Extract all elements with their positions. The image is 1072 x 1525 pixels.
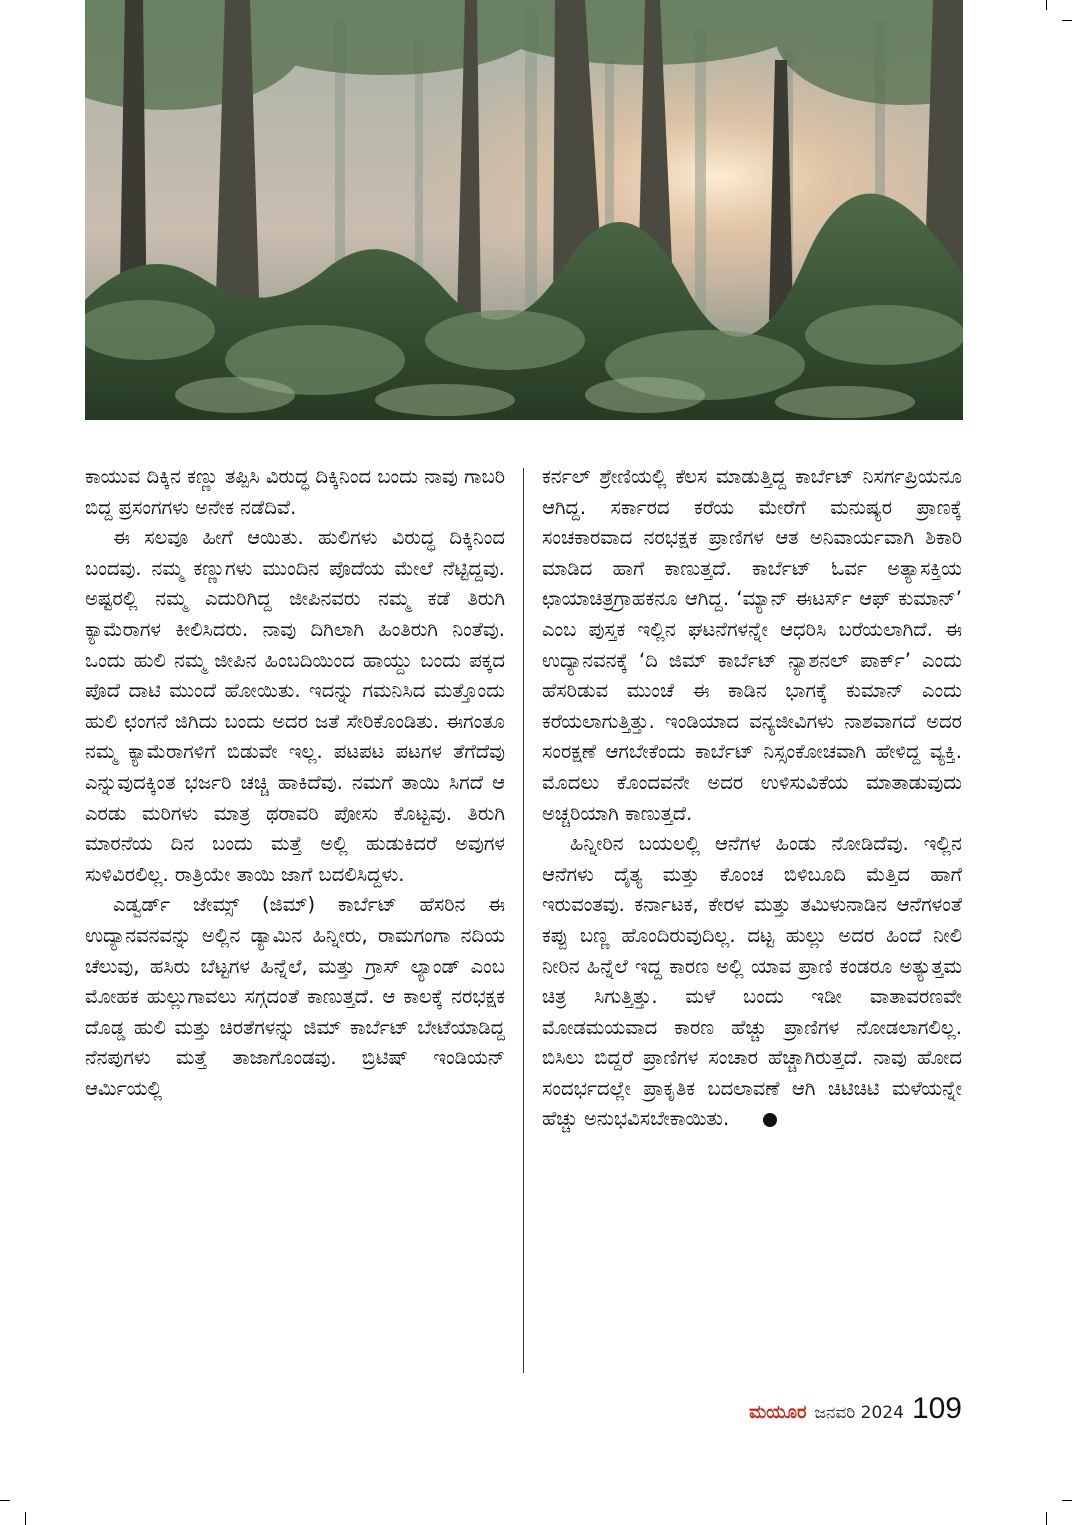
page-number: 109 xyxy=(911,1392,962,1425)
article-column-right xyxy=(542,462,962,1135)
crop-mark xyxy=(1062,20,1072,21)
paragraph-text: ಹಿನ್ನೀರಿನ ಬಯಲಲ್ಲಿ ಆನೆಗಳ ಹಿಂಡು ನೋಡಿದೆವು. ಇಲ್ಲಿನ ಆನೆಗಳು ದೈತ್ಯ ಮತ್ತು ಕೊಂಚ ಬಿಳಿಬೂದಿ ಮೆತ್ತಿದ ಹಾಗೆ ಇರುವಂತವು. ಕರ್ನಾಟಕ, ಕೇರಳ ಮತ್ತು ತಮಿಳುನಾಡಿನ ಆನೆಗಳಂತೆ ಕಪ್ಪು ಬಣ್ಣ ಹೊಂದಿರುವುದಿಲ್ಲ. ದಟ್ಟ ಹುಲ್ಲು ಅದರ ಹಿಂದೆ ನೀಲಿ ನೀರಿನ ಹಿನ್ನೆಲೆ ಇದ್ದ ಕಾರಣ ಅಲ್ಲಿ ಯಾವ ಪ್ರಾಣಿ ಕಂಡರೂ ಅತ್ಯುತ್ತಮ ಚಿತ್ರ ಸಿಗುತ್ತಿತ್ತು. ಮಳೆ ಬಂದು ಇಡೀ ವಾತಾವರಣವೇ ಮೋಡಮಯವಾದ ಕಾರಣ ಹೆಚ್ಚು ಪ್ರಾಣಿಗಳ ನೋಡಲಾಗಲಿಲ್ಲ. ಬಿಸಿಲು ಬಿದ್ದರೆ ಪ್ರಾಣಿಗಳ ಸಂಚಾರ ಹೆಚ್ಚಾಗಿರುತ್ತದೆ. ನಾವು ಹೋದ ಸಂದರ್ಭದಲ್ಲೇ ಪ್ರಾಕೃತಿಕ ಬದಲಾವಣೆ ಆಗಿ ಚಿಟಿಚಿಟಿ ಮಳೆಯನ್ನೇ ಹೆಚ್ಚು ಅನುಭವಿಸಬೇಕಾಯಿತು. xyxy=(542,832,962,1131)
crop-mark xyxy=(1062,1500,1072,1501)
end-of-article-bullet-icon xyxy=(763,1113,777,1127)
forest-photo xyxy=(85,0,963,420)
paragraph: ಕಾಯುವ ದಿಕ್ಕಿನ ಕಣ್ಣು ತಪ್ಪಿಸಿ ವಿರುದ್ಧ ದಿಕ್ಕಿನಿಂದ ಬಂದು ನಾವು ಗಾಬರಿ ಬಿದ್ದ ಪ್ರಸಂಗಗಳು ಅನೇಕ ನಡೆದಿವೆ. xyxy=(85,465,505,519)
crop-mark xyxy=(25,1512,26,1525)
magazine-logo: ಮಯೂರ xyxy=(749,1402,807,1423)
article-column-left xyxy=(85,462,505,1104)
paragraph: ಈ ಸಲವೂ ಹೀಗೆ ಆಯಿತು. ಹುಲಿಗಳು ವಿರುದ್ಧ ದಿಕ್ಕಿನಿಂದ ಬಂದವು. ನಮ್ಮ ಕಣ್ಣುಗಳು ಮುಂದಿನ ಪೊದೆಯ ಮೇಲೆ ನೆಟ್ಟಿದ್ದವು. ಅಷ್ಟರಲ್ಲಿ ನಮ್ಮ ಎದುರಿಗಿದ್ದ ಜೀಪಿನವರು ನಮ್ಮ ಕಡೆ ತಿರುಗಿ ಕ್ಯಾಮೆರಾಗಳ ಕೀಲಿಸಿದರು. ನಾವು ದಿಗಿಲಾಗಿ ಹಿಂತಿರುಗಿ ನಿಂತೆವು. ಒಂದು ಹುಲಿ ನಮ್ಮ ಜೀಪಿನ ಹಿಂಬದಿಯಿಂದ ಹಾಯ್ದು ಬಂದು ಪಕ್ಕದ ಪೊದೆ ದಾಟಿ ಮುಂದೆ ಹೋಯಿತು. ಇದನ್ನು ಗಮನಿಸಿದ ಮತ್ತೊಂದು ಹುಲಿ ಛಂಗನೆ ಜಿಗಿದು ಬಂದು ಅದರ ಜತೆ ಸೇರಿಕೊಂಡಿತು. ಈಗಂತೂ ನಮ್ಮ ಕ್ಯಾಮೆರಾಗಳಿಗೆ ಬಿಡುವೇ ಇಲ್ಲ. ಪಟಪಟ ಪಟಗಳ ತೆಗೆದೆವು ಎನ್ನುವುದಕ್ಕಿಂತ ಭರ್ಜರಿ ಚಚ್ಚಿ ಹಾಕಿದೆವು. ನಮಗೆ ತಾಯಿ ಸಿಗದೆ ಆ ಎರಡು ಮರಿಗಳು ಮಾತ್ರ ಥರಾವರಿ ಪೋಸು ಕೊಟ್ಟವು. ತಿರುಗಿ ಮಾರನೆಯ ದಿನ ಬಂದು ಮತ್ತೆ ಅಲ್ಲಿ ಹುಡುಕಿದರೆ ಅವುಗಳ ಸುಳಿವಿರಲಿಲ್ಲ. ರಾತ್ರಿಯೇ ತಾಯಿ ಜಾಗೆ ಬದಲಿಸಿದ್ದಳು. xyxy=(85,526,505,886)
paragraph: ಎಡ್ವರ್ಡ್ ಜೇಮ್ಸ್ (ಜಿಮ್) ಕಾರ್ಬೆಟ್ ಹೆಸರಿನ ಈ ಉದ್ಯಾನವನವನ್ನು ಅಲ್ಲಿನ ಡ್ಯಾಮಿನ ಹಿನ್ನೀರು, ರಾಮಗಂಗಾ ನದಿಯ ಚೆಲುವು, ಹಸಿರು ಬೆಟ್ಟಗಳ ಹಿನ್ನೆಲೆ, ಮತ್ತು ಗ್ರಾಸ್ ಲ್ಯಾಂಡ್ ಎಂಬ ಮೋಹಕ ಹುಲ್ಲುಗಾವಲು ಸಗ್ಗದಂತೆ ಕಾಣುತ್ತದೆ. ಆ ಕಾಲಕ್ಕೆ ನರಭಕ್ಷಕ ದೊಡ್ಡ ಹುಲಿ ಮತ್ತು ಚಿರತೆಗಳನ್ನು ಜಿಮ್ ಕಾರ್ಬೆಟ್ ಬೇಟೆಯಾಡಿದ್ದ ನೆನಪುಗಳು ಮತ್ತೆ ತಾಜಾಗೊಂಡವು. ಬ್ರಿಟಿಷ್ ಇಂಡಿಯನ್ ಆರ್ಮಿಯಲ್ಲಿ xyxy=(85,893,505,1100)
crop-mark xyxy=(0,1500,10,1501)
paragraph-last xyxy=(542,829,962,1135)
paragraph: ಕರ್ನಲ್ ಶ್ರೇಣಿಯಲ್ಲಿ ಕೆಲಸ ಮಾಡುತ್ತಿದ್ದ ಕಾರ್ಬೆಟ್ ನಿಸರ್ಗಪ್ರಿಯನೂ ಆಗಿದ್ದ. ಸರ್ಕಾರದ ಕರೆಯ ಮೇರೆಗೆ ಮನುಷ್ಯರ ಪ್ರಾಣಕ್ಕೆ ಸಂಚಕಾರವಾದ ನರಭಕ್ಷಕ ಪ್ರಾಣಿಗಳ ಆತ ಅನಿವಾರ್ಯವಾಗಿ ಶಿಕಾರಿ ಮಾಡಿದ ಹಾಗೆ ಕಾಣುತ್ತದೆ. ಕಾರ್ಬೆಟ್ ಓರ್ವ ಅತ್ಯಾಸಕ್ತಿಯ ಛಾಯಾಚಿತ್ರಗ್ರಾಹಕನೂ ಆಗಿದ್ದ. ‘ಮ್ಯಾನ್ ಈಟರ್ಸ್ ಆಫ್ ಕುಮಾನ್’ ಎಂಬ ಪುಸ್ತಕ ಇಲ್ಲಿನ ಘಟನೆಗಳನ್ನೇ ಆಧರಿಸಿ ಬರೆಯಲಾಗಿದೆ. ಈ ಉದ್ಯಾನವನಕ್ಕೆ ‘ದಿ ಜಿಮ್ ಕಾರ್ಬೆಟ್ ನ್ಯಾಶನಲ್ ಪಾರ್ಕ್’ ಎಂದು ಹೆಸರಿಡುವ ಮುಂಚೆ ಈ ಕಾಡಿನ ಭಾಗಕ್ಕೆ ಕುಮಾನ್ ಎಂದು ಕರೆಯಲಾಗುತ್ತಿತ್ತು. ಇಂಡಿಯಾದ ವನ್ಯಜೀವಿಗಳು ನಾಶವಾಗದೆ ಅದರ ಸಂರಕ್ಷಣೆ ಆಗಬೇಕೆಂದು ಕಾರ್ಬೆಟ್ ನಿಸ್ಸಂಕೋಚವಾಗಿ ಹೇಳಿದ್ದ ವ್ಯಕ್ತಿ. ಮೊದಲು ಕೊಂದವನೇ ಅದರ ಉಳಿಸುವಿಕೆಯ ಮಾತಾಡುವುದು ಅಚ್ಚರಿಯಾಗಿ ಕಾಣುತ್ತದೆ. xyxy=(542,465,962,825)
column-divider xyxy=(523,468,524,1373)
page-footer xyxy=(749,1392,962,1426)
issue-date: ಜನವರಿ 2024 xyxy=(814,1403,904,1423)
crop-mark xyxy=(1046,0,1047,10)
crop-mark xyxy=(1046,1512,1047,1525)
